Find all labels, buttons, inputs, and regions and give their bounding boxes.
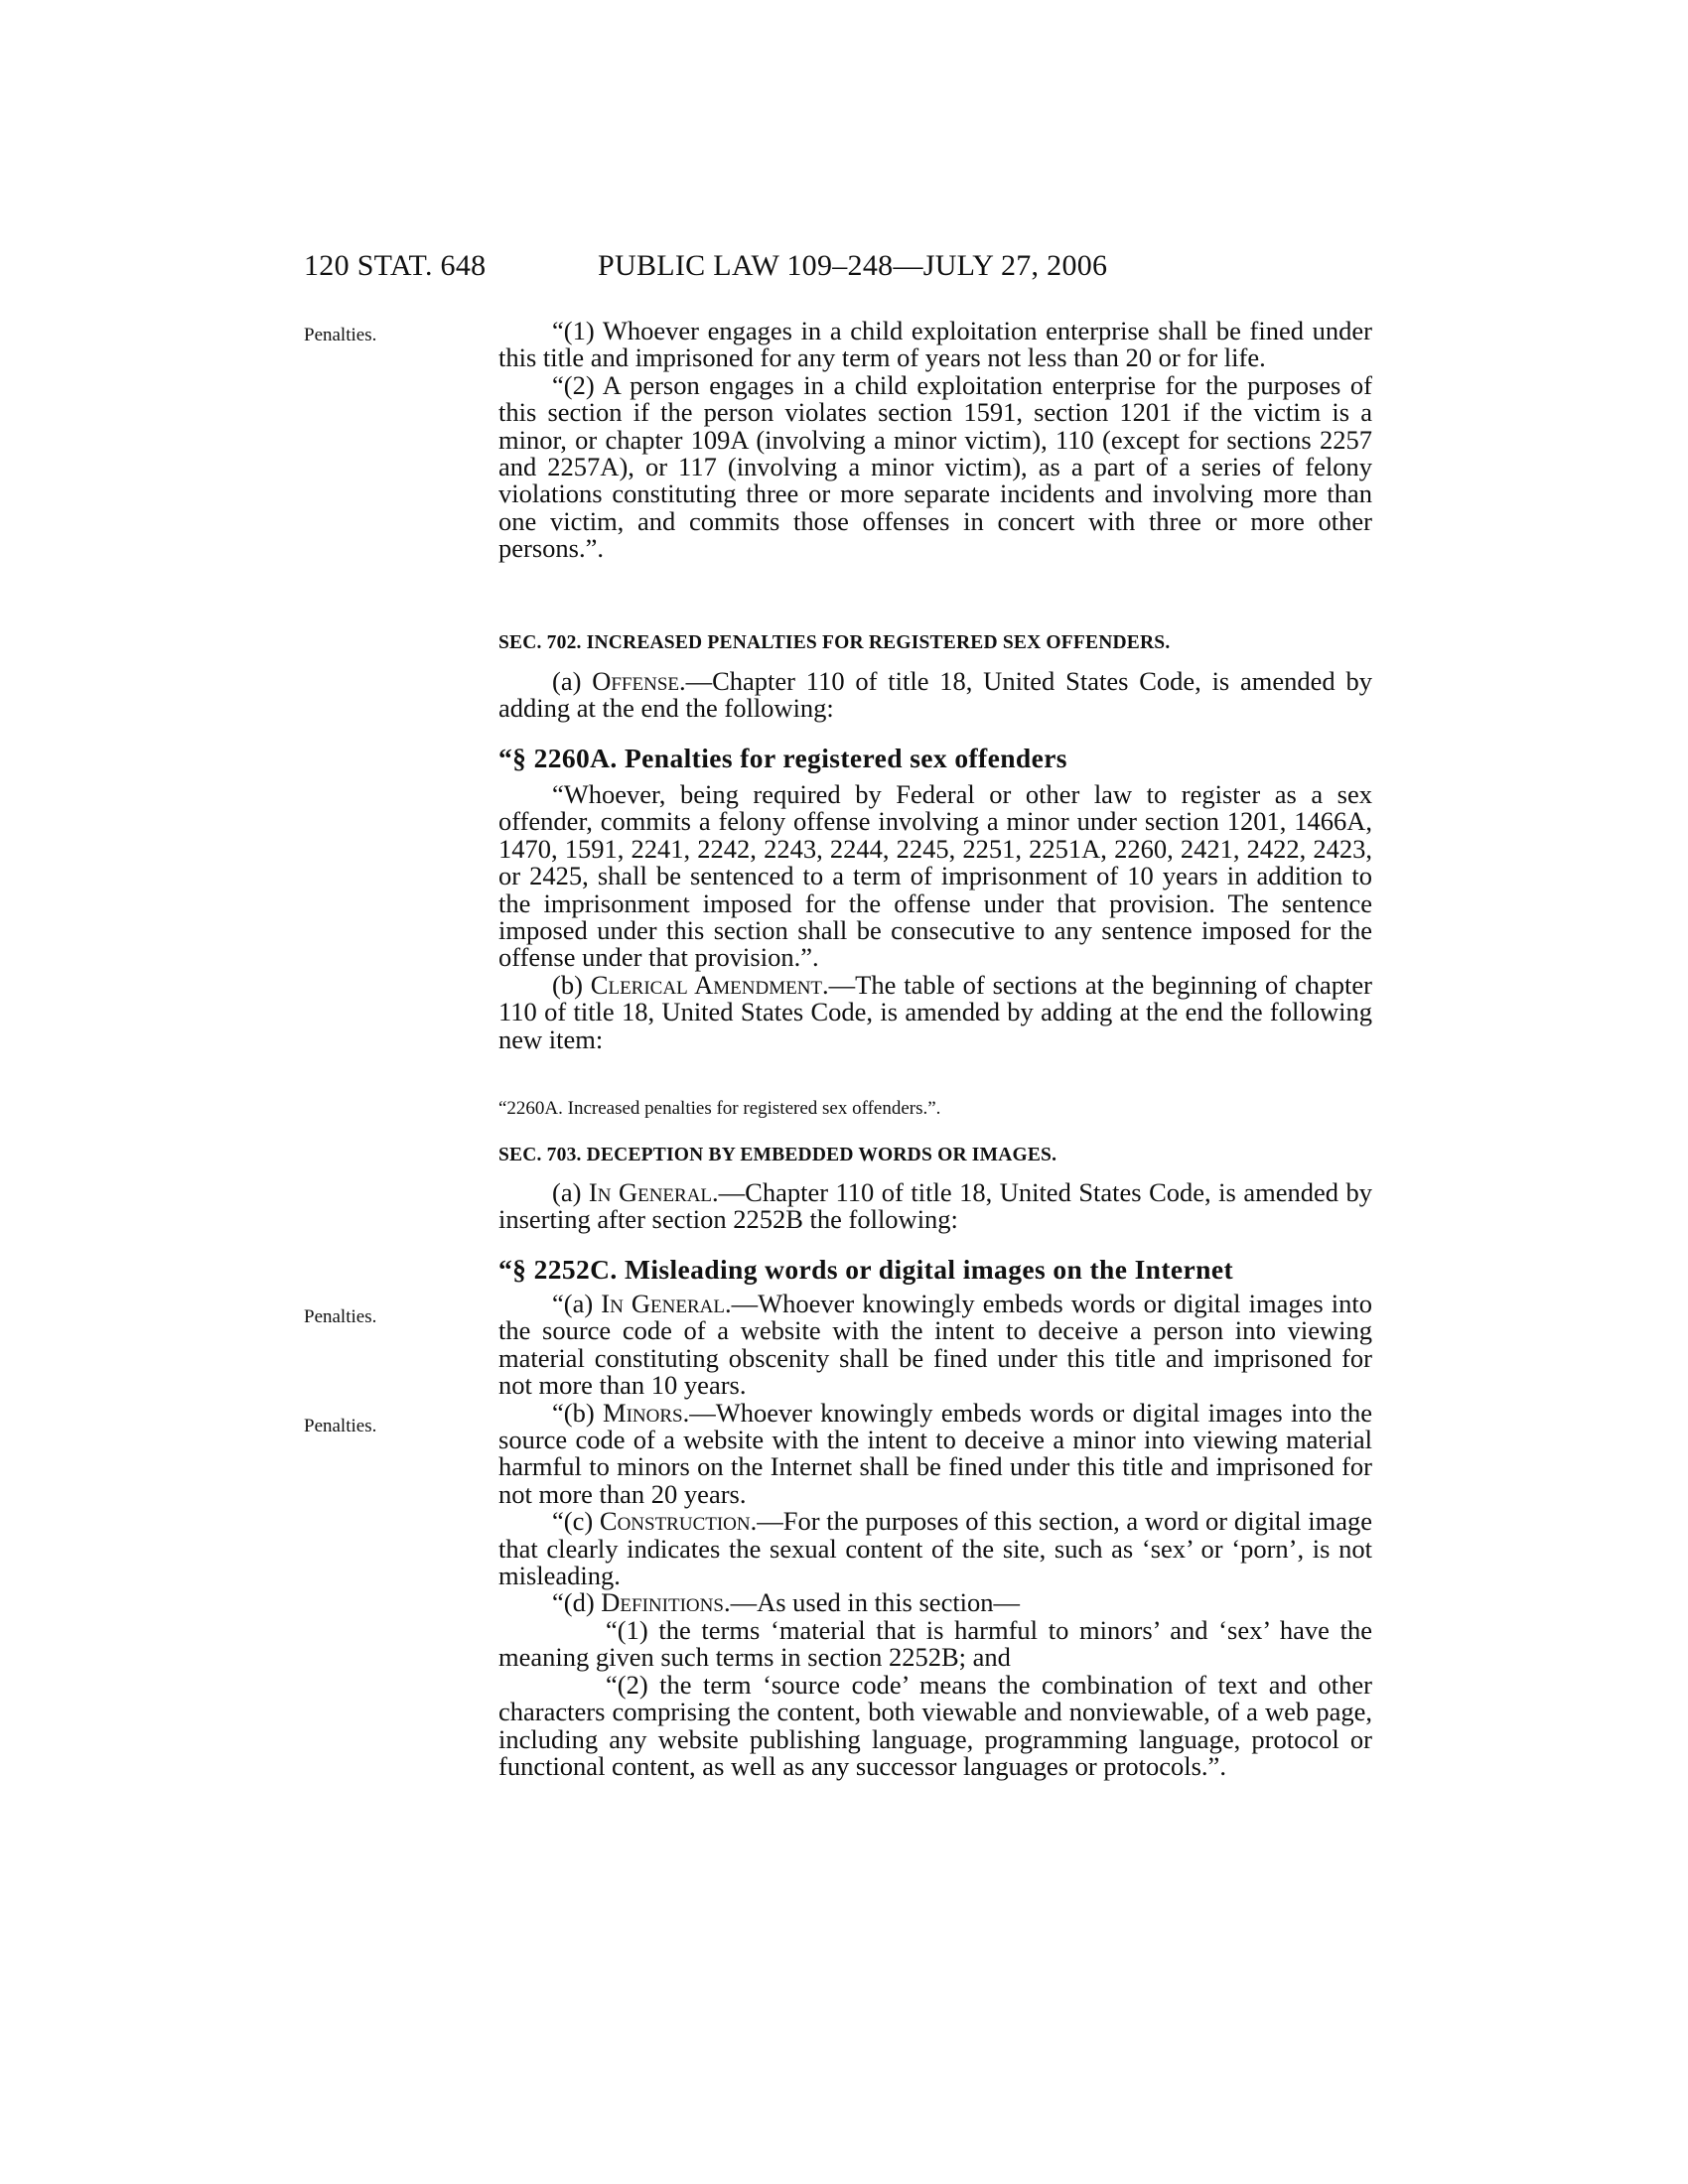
paragraph: “(2) the term ‘source code’ means the combination of text and other characters comprising the content, both viewable and nonviewable, of a web page, including any website publishing language, programming language, protocol or functional content, as well as any successor languages or protocols.”. [498,1669,1372,1781]
continuation-text [498,318,1372,563]
paragraph: “(c) Construction.—For the purposes of this section, a word or digital image that clearly indicates the sexual content of the site, such as ‘sex’ or ‘porn’, is not misleading. [498,1506,1372,1591]
stat-page-number: 120 STAT. 648 [304,249,487,282]
section-title-2252c: “§ 2252C. Misleading words or digital images on the Internet [498,1254,1234,1285]
paragraph: “(1) Whoever engages in a child exploitation enterprise shall be fined under this title and imprisoned for any term of years not less than 20 or for life. [498,316,1372,373]
paragraph: “(a) In General.—Whoever knowingly embeds words or digital images into the source code of a website with the intent to deceive a person into viewing material constituting obscenity shall be fined under this title and imprisoned for not more than 10 years. [498,1289,1372,1401]
paragraph: “(d) Definitions.—As used in this section— [552,1587,1021,1618]
margin-note-penalties: Penalties. [304,1416,377,1436]
section-heading-703: SEC. 703. DECEPTION BY EMBEDDED WORDS OR IMAGES. [498,1145,1057,1165]
section-title-2260a: “§ 2260A. Penalties for registered sex offenders [498,743,1067,773]
paragraph: “(2) A person engages in a child exploitation enterprise for the purposes of this section if the person violates section 1591, section 1201 if the victim is a minor, or chapter 109A (involving a minor victim), 110 (except for sections 2257 and 2257A), or 117 (involving a minor victim), as a part of a series of felony violations constituting three or more separate incidents and involving more than one victim, and commits those offenses in concert with three or more other persons.”. [498,369,1372,564]
clerical-table-item: “2260A. Increased penalties for registered sex offenders.”. [498,1098,941,1119]
margin-note-penalties: Penalties. [304,325,377,345]
sec2260a-text [498,781,1372,1053]
paragraph: “(1) the terms ‘material that is harmful to minors’ and ‘sex’ have the meaning given such terms in section 2252B; and [498,1614,1372,1673]
section-heading-702: SEC. 702. INCREASED PENALTIES FOR REGISTERED SEX OFFENDERS. [498,632,1171,653]
paragraph: (a) In General.—Chapter 110 of title 18, United States Code, is amended by inserting after section 2252B the following: [498,1177,1372,1235]
sec703-subsection-a [498,1179,1372,1234]
sec2252c-text [498,1291,1372,1780]
paragraph: (b) Clerical Amendment.—The table of sections at the beginning of chapter 110 of title 18, United States Code, is amended by adding at the end the following new item: [498,969,1372,1054]
paragraph: (a) Offense.—Chapter 110 of title 18, United States Code, is amended by adding at the end the following: [498,666,1372,724]
law-title-header: PUBLIC LAW 109–248—JULY 27, 2006 [598,249,1108,282]
paragraph: “Whoever, being required by Federal or other law to register as a sex offender, commits a felony offense involving a minor under section 1201, 1466A, 1470, 1591, 2241, 2242, 2243, 2244, 2245, 2251, 2251A, 2260, 2421, 2422, 2423, or 2425, shall be sentenced to a term of imprisonment of 10 years in addition to the imprisonment imposed for the offense under that provision. The sentence imposed under this section shall be consecutive to any sentence imposed for the offense under that provision.”. [498,779,1372,973]
paragraph: “(b) Minors.—Whoever knowingly embeds words or digital images into the source code of a website with the intent to deceive a minor into viewing material harmful to minors on the Internet shall be fined under this title and imprisoned for not more than 20 years. [498,1397,1372,1509]
margin-note-penalties: Penalties. [304,1306,377,1327]
sec702-subsection-a [498,668,1372,723]
